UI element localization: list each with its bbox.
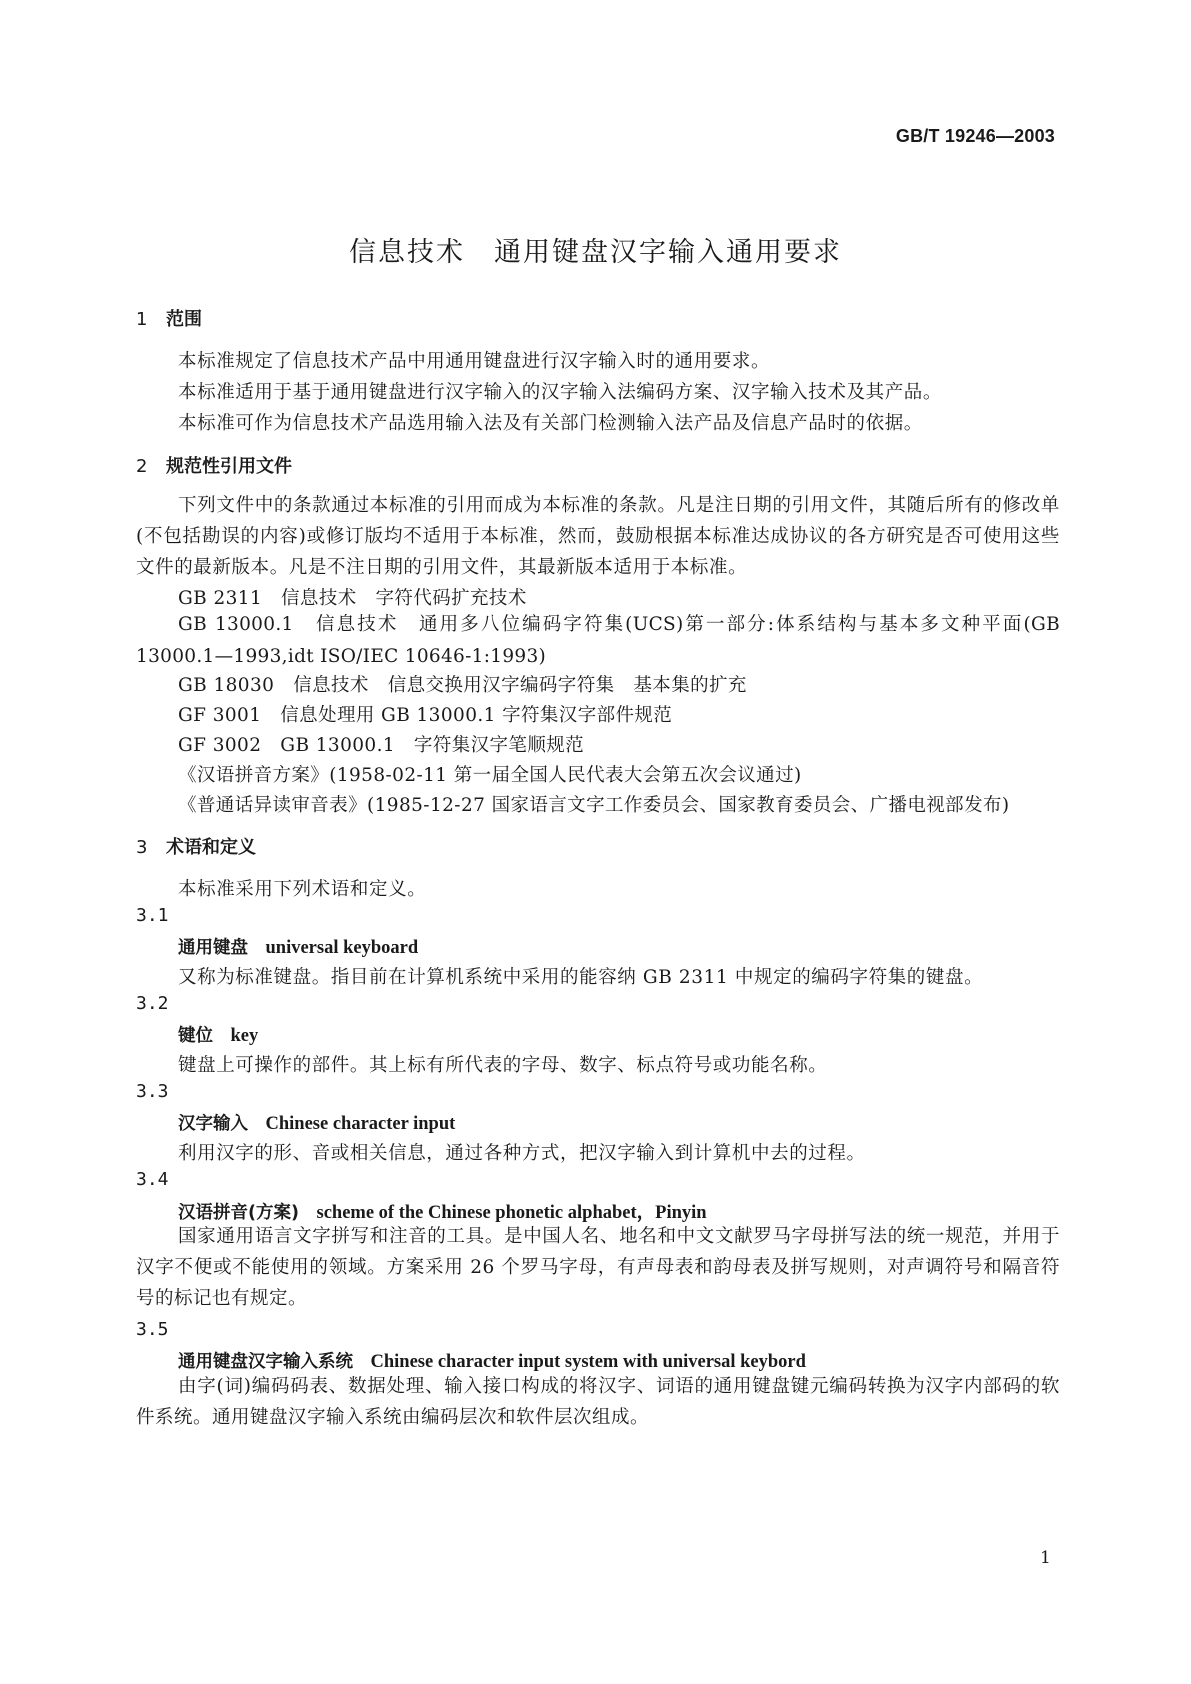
term-en: scheme of the Chinese phonetic alphabet，Pinyin [316,1203,707,1223]
section-1-heading [136,305,202,331]
reference-item: GB 2311 信息技术 字符代码扩充技术 [178,588,527,609]
clause-number: 3.4 [136,1169,169,1190]
document-title: 信息技术 通用键盘汉字输入通用要求 [349,237,842,268]
term-zh: 通用键盘汉字输入系统 [178,1352,353,1372]
section-title: 范围 [166,309,202,330]
term-zh: 汉字输入 [178,1114,248,1134]
reference-item: GB 18030 信息技术 信息交换用汉字编码字符集 基本集的扩充 [178,675,747,696]
section-title: 术语和定义 [166,837,256,858]
paragraph: 本标准规定了信息技术产品中用通用键盘进行汉字输入时的通用要求。 [178,351,771,372]
section-number: 1 [136,309,148,330]
term-definition: 由字(词)编码码表、数据处理、输入接口构成的将汉字、词语的通用键盘键元编码转换为汉字内部码的软件系统。通用键盘汉字输入系统由编码层次和软件层次组成。 [136,1376,1060,1428]
clause-number: 3.3 [136,1081,169,1102]
term-en: Chinese character input [265,1114,456,1134]
reference-item: 《普通话异读审音表》(1985-12-27 国家语言文字工作委员会、国家教育委员会、广播电视部发布) [178,795,1010,816]
term-heading [178,1348,806,1373]
section-number: 3 [136,837,148,858]
section-number: 2 [136,456,148,477]
term-definition: 又称为标准键盘。指目前在计算机系统中采用的能容纳 GB 2311 中规定的编码字符集的键盘。 [178,967,984,988]
term-zh: 键位 [178,1026,213,1046]
paragraph: 本标准适用于基于通用键盘进行汉字输入的汉字输入法编码方案、汉字输入技术及其产品。 [178,382,943,403]
term-heading [178,934,418,959]
reference-item: 《汉语拼音方案》(1958-02-11 第一届全国人民代表大会第五次会议通过) [178,765,802,786]
paragraph: 本标准采用下列术语和定义。 [178,879,427,900]
term-zh: 通用键盘 [178,938,248,958]
reference-item: GF 3002 GB 13000.1 字符集汉字笔顺规范 [178,735,585,756]
section-3-heading [136,833,256,859]
paragraph: 本标准可作为信息技术产品选用输入法及有关部门检测输入法产品及信息产品时的依据。 [178,413,923,434]
page-number: 1 [1040,1548,1051,1568]
section-2-heading [136,452,292,478]
references-intro: 下列文件中的条款通过本标准的引用而成为本标准的条款。凡是注日期的引用文件，其随后所有的修改单(不包括勘误的内容)或修订版均不适用于本标准，然而，鼓励根据本标准达成协议的各方研究是否可使用这些文件的最新版本。凡是不注日期的引用文件，其最新版本适用于本标准。 [136,495,1060,578]
reference-item: GF 3001 信息处理用 GB 13000.1 字符集汉字部件规范 [178,705,673,726]
term-zh: 汉语拼音(方案) [178,1203,299,1223]
standard-number: GB/T 19246—2003 [895,126,1055,146]
term-en: Chinese character input system with universal keybord [370,1352,806,1372]
term-definition: 利用汉字的形、音或相关信息，通过各种方式，把汉字输入到计算机中去的过程。 [178,1143,866,1164]
term-en: key [230,1026,259,1046]
clause-number: 3.2 [136,993,169,1014]
term-heading [178,1022,258,1047]
term-heading [178,1110,455,1135]
term-definition: 键盘上可操作的部件。其上标有所代表的字母、数字、标点符号或功能名称。 [178,1055,828,1076]
clause-number: 3.1 [136,905,169,926]
reference-item: GB 13000.1 信息技术 通用多八位编码字符集(UCS)第一部分:体系结构与基本多文种平面(GB 13000.1—1993,idt ISO/IEC 10646-1:1993) [136,614,1060,667]
term-en: universal keyboard [265,938,419,958]
clause-number: 3.5 [136,1319,169,1340]
term-definition: 国家通用语言文字拼写和注音的工具。是中国人名、地名和中文文献罗马字母拼写法的统一规范，并用于汉字不便或不能使用的领域。方案采用 26 个罗马字母，有声母表和韵母表及拼写规则，对声调符号和隔音符号的标记也有规定。 [136,1226,1060,1309]
section-title: 规范性引用文件 [166,456,292,477]
